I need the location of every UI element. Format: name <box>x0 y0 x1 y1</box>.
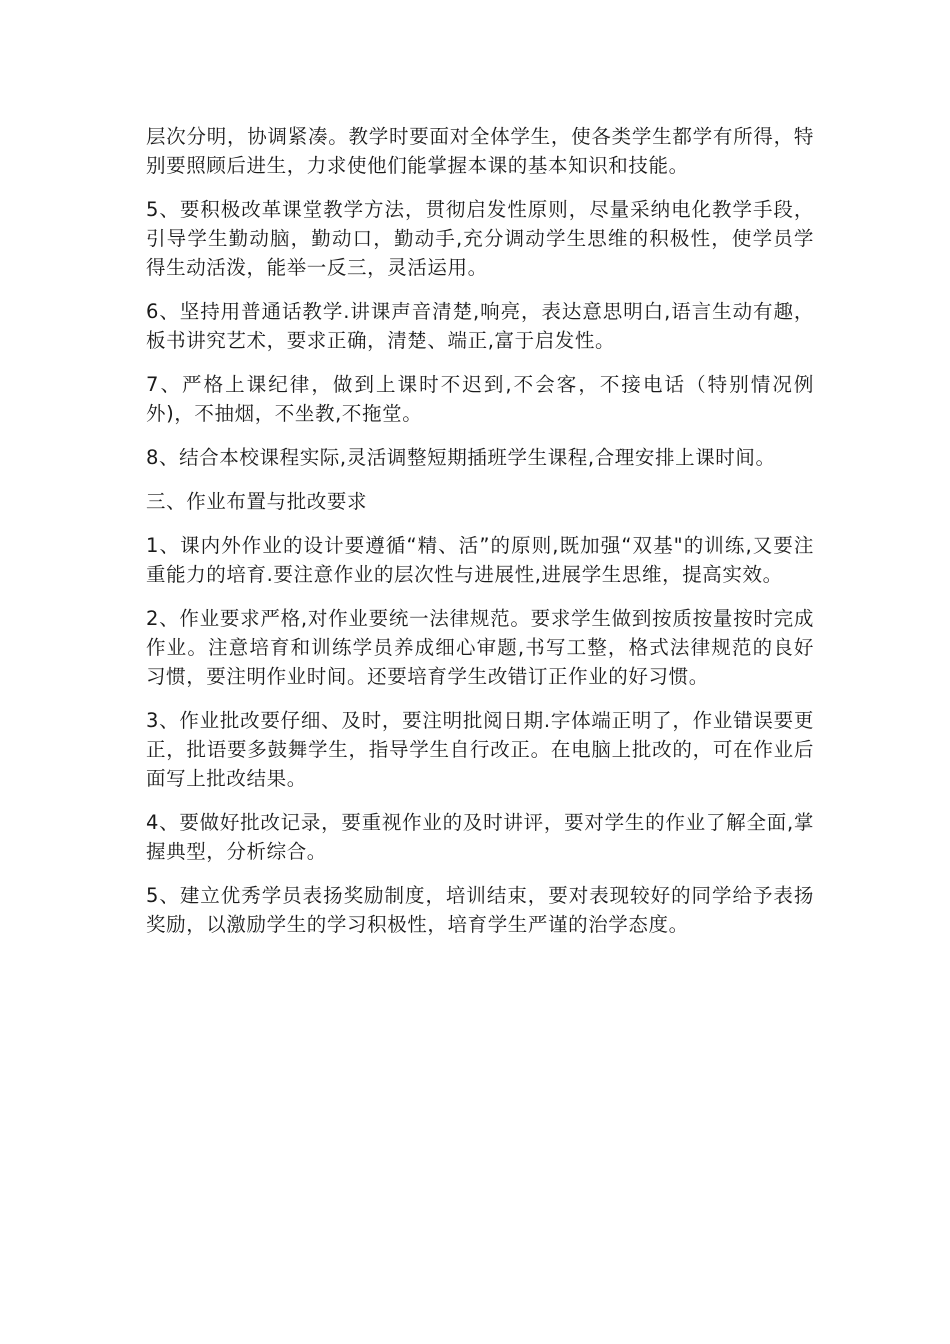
paragraph-homework-3-grading: 3、作业批改要仔细、及时，要注明批阅日期.字体端正明了，作业错误要更正，批语要多鼓舞学生，指导学生自行改正。在电脑上批改的，可在作业后面写上批改结果。 <box>146 709 814 790</box>
paragraph-homework-5-rewards: 5、建立优秀学员表扬奖励制度，培训结束，要对表现较好的同学给予表扬奖励，以激励学生的学习积极性，培育学生严谨的治学态度。 <box>146 884 814 936</box>
paragraph-homework-4-records: 4、要做好批改记录，要重视作业的及时讲评，要对学生的作业了解全面,掌握典型，分析综合。 <box>146 811 814 863</box>
paragraph-continuation: 层次分明，协调紧凑。教学时要面对全体学生，使各类学生都学有所得，特别要照顾后进生，力求使他们能掌握本课的基本知识和技能。 <box>146 125 814 177</box>
paragraph-item-7-discipline: 7、严格上课纪律，做到上课时不迟到,不会客，不接电话（特别情况例外)，不抽烟，不坐教,不拖堂。 <box>146 373 814 425</box>
paragraph-homework-2-requirements: 2、作业要求严格,对作业要统一法律规范。要求学生做到按质按量按时完成作业。注意培育和训练学员养成细心审题,书写工整，格式法律规范的良好习惯，要注明作业时间。还要培育学生改错订正作业的好习惯。 <box>146 607 814 688</box>
paragraph-item-6-mandarin: 6、坚持用普通话教学.讲课声音清楚,响亮，表达意思明白,语言生动有趣，板书讲究艺术，要求正确，清楚、端正,富于启发性。 <box>146 300 814 352</box>
paragraph-item-8-schedule: 8、结合本校课程实际,灵活调整短期插班学生课程,合理安排上课时间。 <box>146 446 776 469</box>
paragraph-homework-1-design: 1、课内外作业的设计要遵循“精、活”的原则,既加强“双基"的训练,又要注重能力的培育.要注意作业的层次性与进展性,进展学生思维，提高实效。 <box>146 534 814 586</box>
paragraph-item-5-teaching-methods: 5、要积极改革课堂教学方法，贯彻启发性原则，尽量采纳电化教学手段，引导学生勤动脑，勤动口，勤动手,充分调动学生思维的积极性，使学员学得生动活泼，能举一反三，灵活运用。 <box>146 198 814 279</box>
section-heading-homework: 三、作业布置与批改要求 <box>146 490 368 513</box>
document-page <box>146 122 814 954</box>
